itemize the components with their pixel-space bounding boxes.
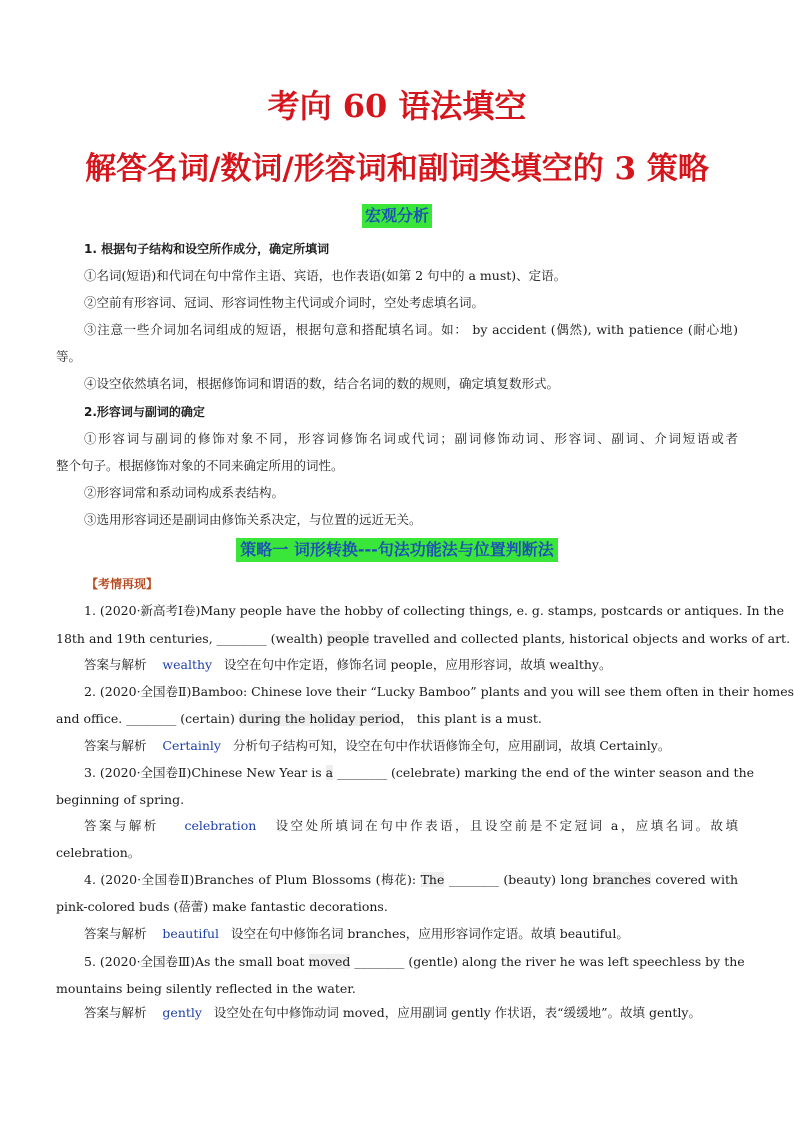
question-1-line-1: 1. (2020·新高考Ⅰ卷)Many people have the hobby of collecting things, e. g. stamps, postcards or antiques. In the: [84, 603, 785, 618]
question-3-line-1: 3. (2020·全国卷Ⅱ)Chinese New Year is a ________ (celebrate) marking the end of the winter season and the: [84, 765, 755, 780]
section2-point-2: ②形容词常和系动词构成系表结构。: [84, 485, 285, 500]
macro-heading: 宏观分析: [362, 204, 432, 228]
answer-4-word: beautiful: [162, 926, 220, 941]
section2-point-1-cont: 整个句子。根据修饰对象的不同来确定所用的词性。: [56, 458, 344, 473]
question-3-line-2: beginning of spring.: [56, 792, 185, 807]
highlighted-word: people: [326, 631, 370, 646]
highlighted-article: The: [420, 872, 445, 887]
question-2-line-2: and office. ________ (certain) during the holiday period， this plant is a must.: [56, 711, 542, 726]
section1-point-3-cont: 等。: [56, 349, 82, 364]
answer-3: 答案与解析 celebration 设空处所填词在句中作表语，且设空前是不定冠词 a，应填名词。故填: [84, 818, 738, 833]
answer-2: 答案与解析 Certainly 分析句子结构可知，设空在句中作状语修饰全句，应用副词，故填 Certainly。: [84, 738, 671, 753]
question-1-line-2: 18th and 19th centuries, ________ (wealth) people travelled and collected plants, historical objects and works of art.: [56, 631, 791, 646]
question-4-line-1: 4. (2020·全国卷Ⅱ)Branches of Plum Blossoms (梅花): The ________ (beauty) long branches covered with: [84, 872, 739, 887]
answer-4: 答案与解析 beautiful 设空在句中修饰名词 branches，应用形容词作定语。故填 beautiful。: [84, 926, 629, 941]
macro-heading-wrap: [0, 204, 794, 228]
highlighted-article: a: [325, 765, 334, 780]
highlighted-noun: branches: [592, 872, 651, 887]
section1-point-1: ①名词(短语)和代词在句中常作主语、宾语，也作表语(如第 2 句中的 a must)、定语。: [84, 268, 567, 283]
question-4-line-2: pink-colored buds (蓓蕾) make fantastic decorations.: [56, 899, 388, 914]
page-subtitle: 解答名词/数词/形容词和副词类填空的 3 策略: [85, 151, 709, 187]
section2-point-3: ③选用形容词还是副词由修饰关系决定，与位置的远近无关。: [84, 512, 422, 527]
highlighted-verb: moved: [308, 954, 351, 969]
answer-3-cont: celebration。: [56, 845, 141, 860]
question-5-line-2: mountains being silently reflected in the water.: [56, 981, 356, 996]
section2-heading: 2.形容词与副词的确定: [84, 405, 205, 419]
question-5-line-1: 5. (2020·全国卷Ⅲ)As the small boat moved ________ (gentle) along the river he was left speechless by the: [84, 954, 745, 969]
answer-1: 答案与解析 wealthy 设空在句中作定语，修饰名词 people，应用形容词，故填 wealthy。: [84, 657, 612, 672]
answer-2-word: Certainly: [162, 738, 221, 753]
highlighted-phrase: during the holiday period: [238, 711, 401, 726]
section1-point-2: ②空前有形容词、冠词、形容词性物主代词或介词时，空处考虑填名词。: [84, 295, 485, 310]
strategy-heading-wrap: [0, 538, 794, 562]
section2-point-1: ①形容词与副词的修饰对象不同，形容词修饰名词或代词；副词修饰动词、形容词、副词、介词短语或者: [84, 431, 738, 446]
page-title: 考向 60 语法填空: [267, 87, 527, 125]
answer-5-word: gently: [162, 1005, 202, 1020]
section1-point-4: ④设空依然填名词，根据修饰词和谓语的数，结合名词的数的规则，确定填复数形式。: [84, 376, 560, 391]
section1-point-3: ③注意一些介词加名词组成的短语，根据句意和搭配填名词。如： by accident (偶然), with patience (耐心地): [84, 322, 738, 337]
answer-3-word: celebration: [184, 818, 257, 833]
question-2-line-1: 2. (2020·全国卷Ⅱ)Bamboo: Chinese love their “Lucky Bamboo” plants and you will see them often in their homes: [84, 684, 794, 699]
answer-1-word: wealthy: [162, 657, 213, 672]
review-label: 【考情再现】: [86, 577, 159, 591]
section1-heading: 1. 根据句子结构和设空所作成分，确定所填词: [84, 242, 330, 256]
answer-5: 答案与解析 gently 设空处在句中修饰动词 moved，应用副词 gently 作状语，表“缓缓地”。故填 gently。: [84, 1005, 701, 1020]
strategy-heading: 策略一 词形转换---句法功能法与位置判断法: [236, 538, 558, 562]
